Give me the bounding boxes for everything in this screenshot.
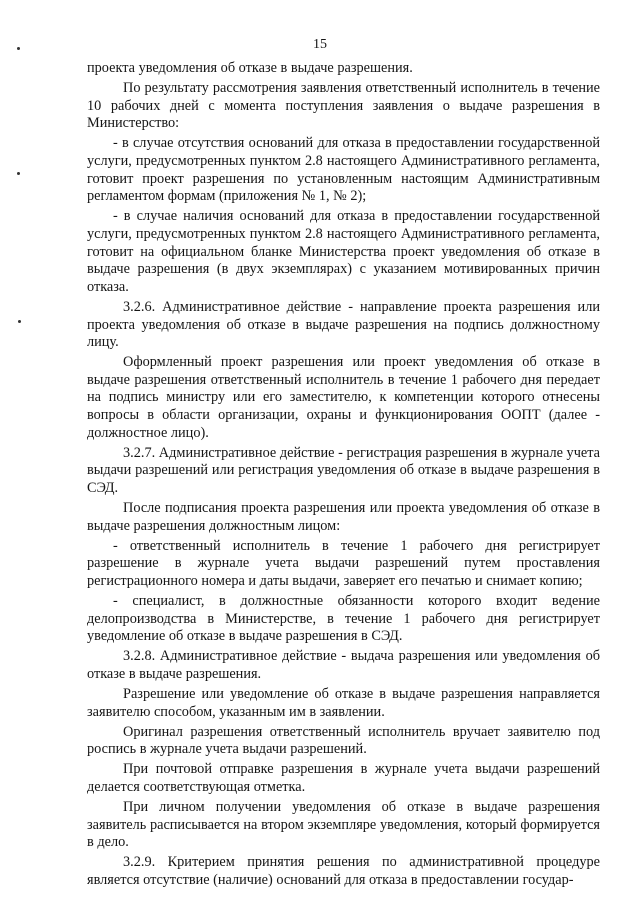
paragraph: Оформленный проект разрешения или проект уведомления об отказе в выдаче разрешения ответственный исполнитель в течение 1 рабочего дня передает на подпись министру или его заместителю, к компетенции которого отнесены вопросы в области организации, охраны и функционирования ООПТ (далее - должностное лицо).: [87, 354, 600, 441]
paragraph: проекта уведомления об отказе в выдаче разрешения.: [87, 60, 413, 76]
list-item: - ответственный исполнитель в течение 1 рабочего дня регистрирует разрешение в журнале учета выдачи разрешений путем проставления регистрационного номера и даты выдачи, заверяет его печатью и снимает копию;: [87, 537, 600, 590]
paragraph: При почтовой отправке разрешения в журнале учета выдачи разрешений делается соответствующая отметка.: [87, 761, 600, 796]
paragraph: 3.2.8. Административное действие - выдача разрешения или уведомления об отказе в выдаче разрешения.: [87, 648, 600, 683]
margin-mark: [18, 320, 21, 323]
document-body: [87, 60, 600, 892]
paragraph: При личном получении уведомления об отказе в выдаче разрешения заявитель расписывается на втором экземпляре уведомления, который формируется в дело.: [87, 799, 600, 851]
paragraph: По результату рассмотрения заявления ответственный исполнитель в течение 10 рабочих дней с момента поступления заявления о выдаче разрешения в Министерство:: [87, 80, 600, 132]
list-item: - в случае наличия оснований для отказа в предоставлении государственной услуги, предусмотренных пунктом 2.8 настоящего Административного регламента, готовит на официальном бланке Министерства проект уведомления об отказе в выдаче разрешения (в двух экземплярах) с указанием мотивированных причин отказа.: [87, 208, 600, 295]
margin-mark: [17, 172, 20, 175]
paragraph: 3.2.6. Административное действие - направление проекта разрешения или проекта уведомления об отказе в выдаче разрешения на подпись должностному лицу.: [87, 298, 600, 351]
list-item: - специалист, в должностные обязанности которого входит ведение делопроизводства в Министерстве, в течение 1 рабочего дня регистрирует уведомление об отказе в выдаче разрешения в СЭД.: [87, 593, 600, 645]
paragraph: После подписания проекта разрешения или проекта уведомления об отказе в выдаче разрешения должностным лицом:: [87, 500, 600, 534]
paragraph: 3.2.7. Административное действие - регистрация разрешения в журнале учета выдачи разрешений или регистрация уведомления об отказе в выдаче разрешения в СЭД.: [87, 444, 600, 497]
paragraph: Оригинал разрешения ответственный исполнитель вручает заявителю под роспись в журнале учета выдачи разрешений.: [87, 723, 600, 758]
page-number: 15: [313, 37, 327, 52]
paragraph: Разрешение или уведомление об отказе в выдаче разрешения направляется заявителю способом, указанным им в заявлении.: [87, 686, 600, 720]
list-item: - в случае отсутствия оснований для отказа в предоставлении государственной услуги, предусмотренных пунктом 2.8 настоящего Административного регламента, готовит проект разрешения по установленным настоящим Административным регламентом формам (приложения № 1, № 2);: [87, 135, 600, 205]
paragraph: 3.2.9. Критерием принятия решения по административной процедуре является отсутствие (наличие) оснований для отказа в предоставлении государ-: [87, 854, 600, 889]
